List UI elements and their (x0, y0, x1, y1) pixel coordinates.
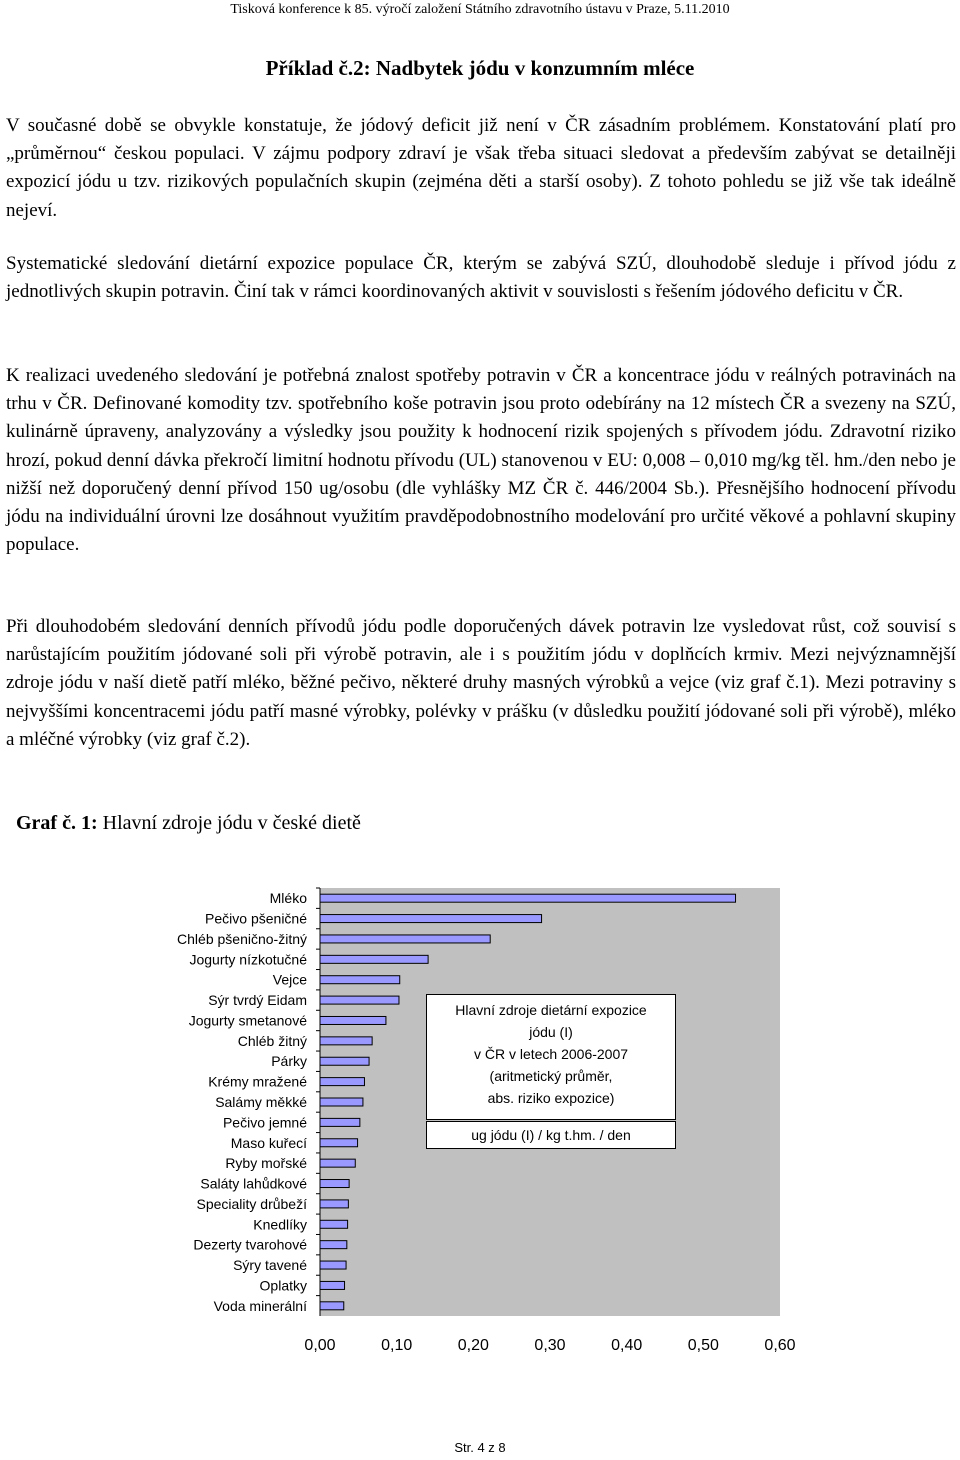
x-tick-label: 0,50 (687, 1337, 719, 1354)
bar (320, 1261, 346, 1269)
bar (320, 1302, 344, 1310)
chart-caption-text: Hlavní zdroje jódu v české dietě (97, 812, 361, 834)
category-label: Knedlíky (253, 1216, 307, 1233)
chart-unit-box: ug jódu (I) / kg t.hm. / den (426, 1121, 676, 1149)
chart-legend-box (426, 994, 676, 1120)
category-label: Jogurty nízkotučné (189, 951, 307, 968)
paragraph-4: Při dlouhodobém sledování denních přívodů jódu podle doporučených dávek potravin lze vysledovat růst, což souvisí s narůstajícím použitím jódované soli při výrobě potravin, ale i s použitím jódu v doplňcích krmiv. Mezi nejvýznamnější zdroje jódu v naší dietě patří mléko, běžné pečivo, některé druhy masných výrobků a vejce (viz graf č.1). Mezi potraviny s nejvyššími koncentracemi jódu patří masné výrobky, polévky v prášku (v důsledku použití jódované soli při výrobě), mléko a mléčné výrobky (viz graf č.2). (6, 616, 956, 750)
legend-line: (aritmetický průměr, (489, 1068, 613, 1084)
category-label: Oplatky (259, 1277, 307, 1294)
legend-line: jódu (I) (529, 1024, 573, 1040)
category-label: Dezerty tvarohové (193, 1236, 307, 1253)
document-header: Tisková konference k 85. výročí založení Státního zdravotního ústavu v Praze, 5.11.2010 (230, 2, 730, 17)
bar (320, 894, 736, 902)
category-label: Jogurty smetanové (188, 1012, 307, 1029)
x-tick-label: 0,60 (764, 1337, 796, 1354)
bar (320, 996, 399, 1004)
bar-chart (0, 860, 960, 1380)
x-tick-label: 0,20 (457, 1337, 489, 1354)
bar (320, 976, 400, 984)
legend-line: abs. riziko expozice) (487, 1090, 615, 1106)
paragraph-1: V současné době se obvykle konstatuje, že jódový deficit již není v ČR zásadním problémem. Konstatování platí pro „průměrnou“ českou populaci. V zájmu podpory zdraví je však třeba situaci sledovat a především zabývat se detailněji expozicí jódu u tzv. rizikových populačních skupin (zejména děti a starší osoby). Z tohoto pohledu se již vše tak ideálně nejeví. (6, 115, 956, 221)
bar (320, 955, 428, 963)
legend-line: Hlavní zdroje dietární expozice (455, 1002, 647, 1018)
category-label: Voda minerální (213, 1297, 307, 1314)
x-tick-label: 0,30 (534, 1337, 566, 1354)
bar (320, 1220, 348, 1228)
category-label: Vejce (272, 971, 307, 988)
bar (320, 1078, 364, 1086)
bar (320, 1057, 369, 1065)
category-label: Pečivo jemné (222, 1114, 307, 1131)
category-label: Sýry tavené (233, 1257, 307, 1274)
bar (320, 1200, 348, 1208)
paragraph-2: Systematické sledování dietární expozice populace ČR, kterým se zabývá SZÚ, dlouhodobě sleduje i přívod jódu z jednotlivých skupin potravin. Činí tak v rámci koordinovaných aktivit v souvislosti s řešením jódového deficitu v ČR. (6, 253, 956, 303)
category-label: Krémy mražené (208, 1073, 307, 1090)
category-label: Chléb žitný (237, 1032, 307, 1049)
category-label: Párky (271, 1053, 307, 1070)
category-label: Maso kuřecí (230, 1134, 307, 1151)
bar (320, 1098, 363, 1106)
bar (320, 1241, 347, 1249)
chart-caption (16, 812, 361, 835)
chart-caption-label: Graf č. 1: (16, 812, 98, 834)
category-label: Chléb pšenično-žitný (177, 930, 307, 947)
x-tick-label: 0,00 (304, 1337, 336, 1354)
bar (320, 935, 490, 943)
bar (320, 1180, 349, 1188)
bar (320, 1159, 355, 1167)
bar (320, 1037, 372, 1045)
category-label: Salámy měkké (215, 1094, 307, 1110)
bar (320, 1139, 358, 1147)
section-title: Příklad č.2: Nadbytek jódu v konzumním mléce (265, 56, 695, 80)
x-tick-label: 0,40 (611, 1337, 643, 1354)
page-number: Str. 4 z 8 (454, 1440, 506, 1455)
legend-line: v ČR v letech 2006-2007 (473, 1046, 629, 1062)
category-label: Pečivo pšeničné (205, 910, 307, 927)
bar (320, 915, 542, 923)
category-label: Mléko (269, 890, 307, 907)
category-label: Sýr tvrdý Eidam (208, 992, 307, 1009)
bar (320, 1016, 386, 1024)
paragraph-3: K realizaci uvedeného sledování je potřebná znalost spotřeby potravin v ČR a koncentrace jódu v reálných potravinách na trhu v ČR. Definované komodity tzv. spotřebního koše potravin jsou proto odebírány na 12 místech ČR a svezeny na SZÚ, kulinárně úpraveny, analyzovány a výsledky jsou použity k hodnocení rizik spojených s přívodem jódu. Zdravotní riziko hrozí, pokud denní dávka překročí limitní hodnotu přívodu (UL) stanovenou v EU: 0,008 – 0,010 mg/kg těl. hm./den nebo je nižší než doporučený denní přívod 150 ug/osobu (dle vyhlášky MZ ČR č. 446/2004 Sb.). Přesnějšího hodnocení přívodu jódu na individuální úrovni lze dosáhnout využitím pravděpodobnostního modelování pro určité věkové a pohlavní skupiny populace. (6, 365, 956, 556)
category-label: Speciality drůbeží (196, 1195, 307, 1212)
category-label: Saláty lahůdkové (200, 1175, 307, 1192)
category-label: Ryby mořské (225, 1155, 307, 1172)
bar (320, 1281, 345, 1289)
bar (320, 1118, 360, 1126)
x-tick-label: 0,10 (381, 1337, 413, 1354)
